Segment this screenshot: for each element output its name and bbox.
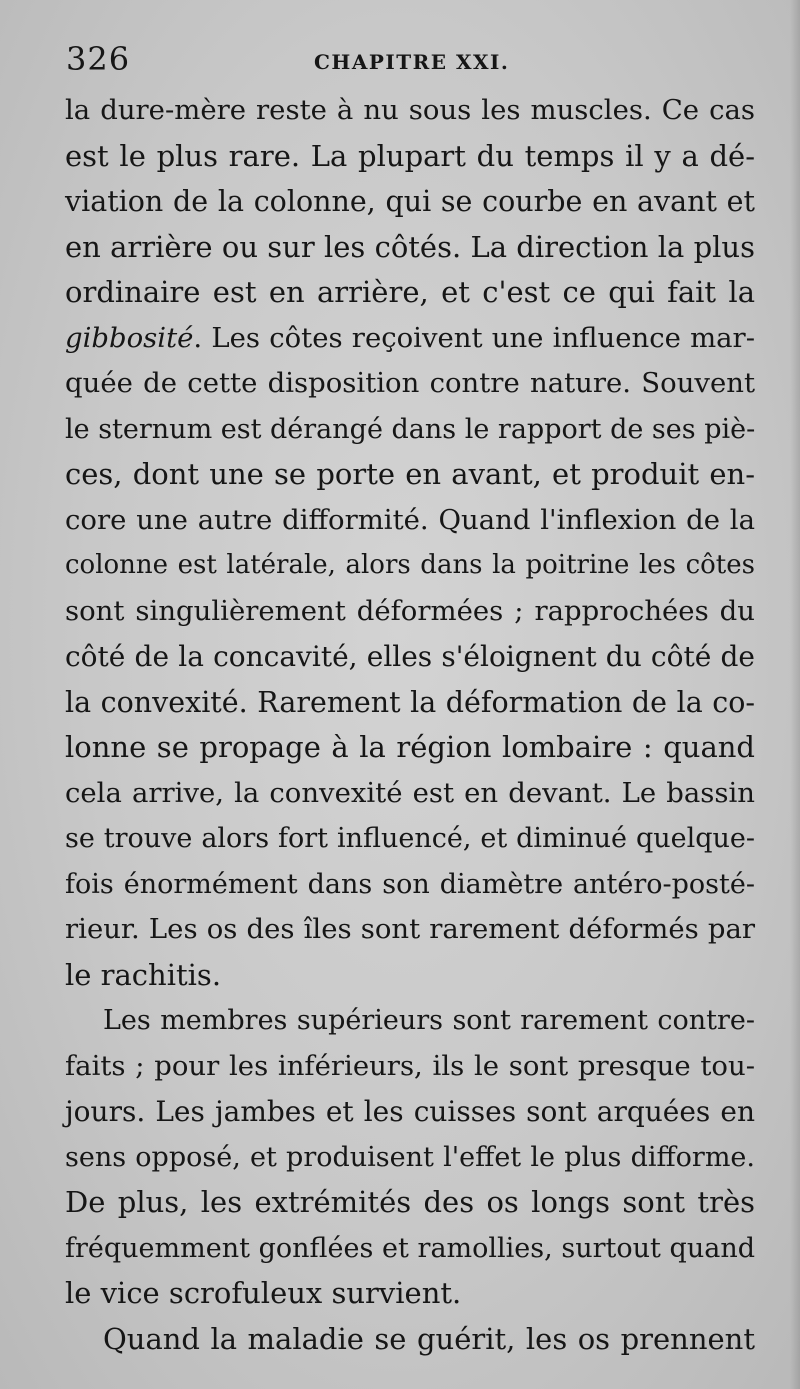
text-line: faits ; pour les inférieurs, ils le sont presque tou- — [65, 1049, 755, 1082]
chapter-title: CHAPITRE XXI. — [314, 50, 510, 74]
italic-term: gibbosité — [65, 321, 194, 354]
text-line: la dure-mère reste à nu sous les muscles. Ce cas — [65, 94, 755, 126]
running-head — [66, 40, 756, 82]
text-line: Les membres supérieurs sont rarement contre- — [103, 1005, 755, 1036]
body-text — [65, 88, 755, 1362]
text-line: se trouve alors fort influencé, et diminué quelque- — [65, 823, 755, 854]
text-line: ces, dont une se porte en avant, et produit en- — [65, 457, 755, 491]
text-line: viation de la colonne, qui se courbe en avant et — [65, 185, 755, 218]
text-line: cela arrive, la convexité est en devant. Le bassin — [65, 776, 755, 809]
text-line: rieur. Les os des îles sont rarement déformés par — [65, 913, 755, 945]
text-line: sens opposé, et produisent l'effet le plus difforme. — [65, 1141, 755, 1173]
text-line: fréquemment gonflées et ramollies, surtout quand — [65, 1232, 755, 1264]
text-line: quée de cette disposition contre nature. Souvent — [65, 367, 755, 399]
text-line: est le plus rare. La plupart du temps il y a dé- — [65, 138, 755, 173]
text-line: côté de la concavité, elles s'éloignent du côté de — [65, 640, 755, 673]
text-line: le rachitis. — [65, 957, 222, 992]
text-line: le sternum est dérangé dans le rapport de ses piè- — [65, 413, 756, 445]
page-edge-shadow — [790, 0, 800, 1389]
text-line: jours. Les jambes et les cuisses sont arquées en — [65, 1095, 755, 1128]
text-line: Quand la maladie se guérit, les os prennent — [103, 1321, 755, 1356]
text-line — [65, 316, 755, 362]
text-line: fois énormément dans son diamètre antéro-posté- — [65, 868, 755, 900]
text-line: sont singulièrement déformées ; rapprochées du — [65, 594, 755, 627]
page-number: 326 — [66, 40, 131, 78]
text-line: la convexité. Rarement la déformation de la co- — [65, 685, 755, 719]
text-span: . Les côtes reçoivent une influence mar- — [193, 321, 755, 354]
text-line: le vice scrofuleux survient. — [65, 1276, 462, 1310]
text-line: en arrière ou sur les côtés. La direction la plus — [65, 229, 755, 264]
text-line: core une autre difformité. Quand l'inflexion de la — [65, 503, 755, 536]
text-line: lonne se propage à la région lombaire : quand — [65, 730, 755, 764]
text-line: De plus, les extrémités des os longs sont très — [65, 1185, 755, 1219]
text-line: ordinaire est en arrière, et c'est ce qui fait la — [65, 275, 755, 309]
text-line: colonne est latérale, alors dans la poitrine les côtes — [65, 550, 755, 580]
